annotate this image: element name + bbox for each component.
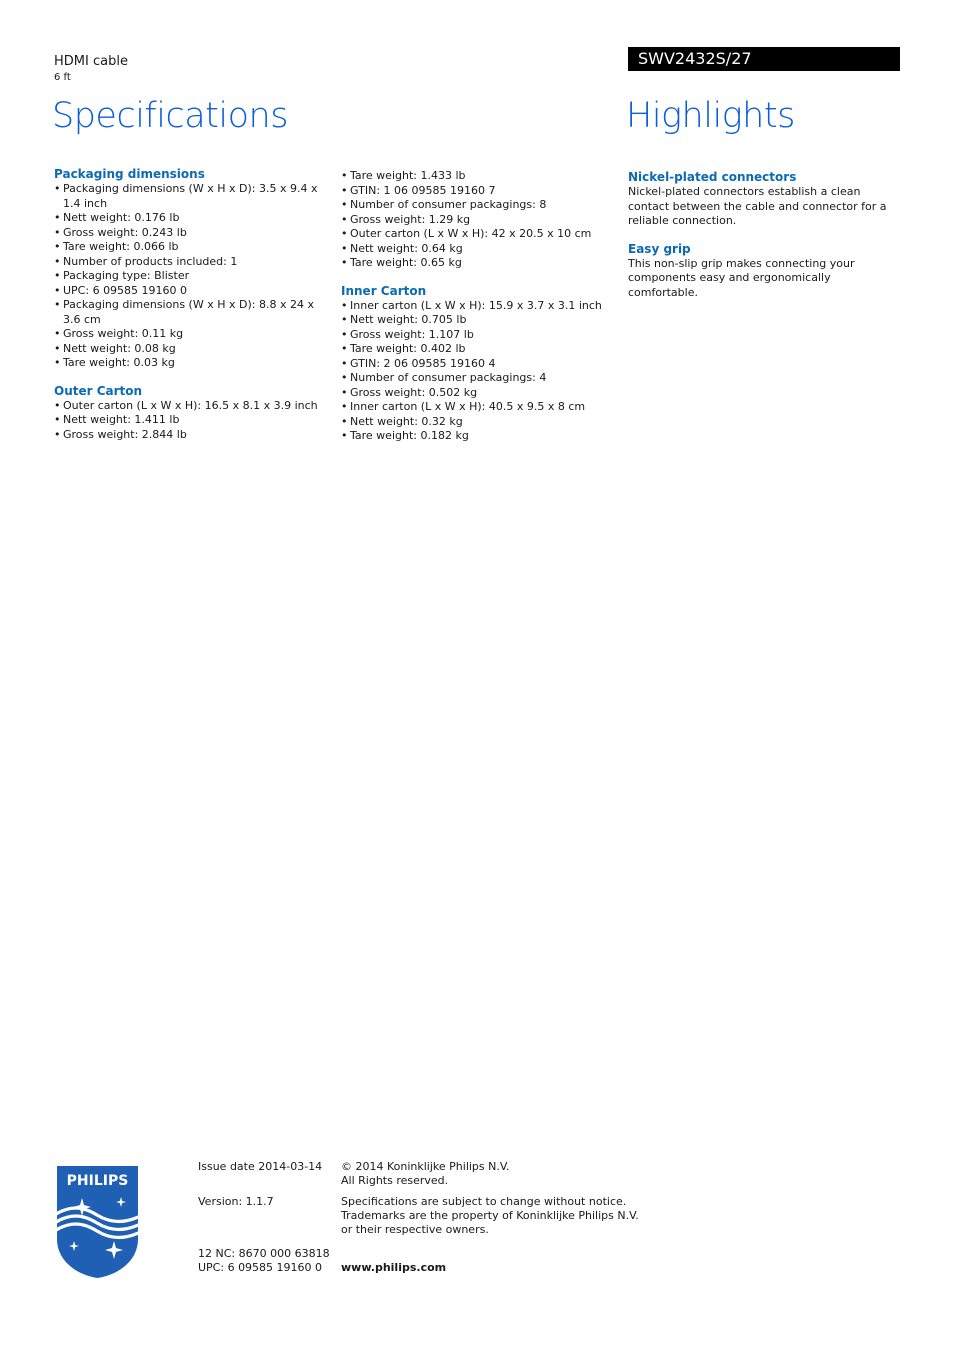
spec-column-2 bbox=[341, 169, 611, 444]
logo-wordmark: PHILIPS bbox=[66, 1173, 129, 1189]
notice-line-1: Specifications are subject to change without notice. bbox=[341, 1195, 627, 1208]
section-heading: Outer Carton bbox=[54, 383, 143, 398]
spec-item: • Outer carton (L x W x H): 42 x 20.5 x 10 cm bbox=[341, 227, 611, 242]
highlight-heading: Nickel-plated connectors bbox=[628, 170, 797, 184]
spec-item: • UPC: 6 09585 19160 0 bbox=[54, 284, 324, 299]
spec-item: • Tare weight: 0.402 lb bbox=[341, 342, 611, 357]
spec-item: • Packaging dimensions (W x H x D): 3.5 x 9.4 x 1.4 inch bbox=[54, 182, 324, 211]
spec-item: • Number of consumer packagings: 4 bbox=[341, 371, 611, 386]
spec-item: • Nett weight: 0.08 kg bbox=[54, 342, 324, 357]
spec-column-1 bbox=[54, 167, 324, 442]
highlight-easy-grip bbox=[628, 242, 900, 301]
spec-item: • Nett weight: 0.32 kg bbox=[341, 415, 611, 430]
spec-item: • Gross weight: 0.502 kg bbox=[341, 386, 611, 401]
website-link[interactable]: www.philips.com bbox=[341, 1261, 447, 1274]
spec-item: • Nett weight: 1.411 lb bbox=[54, 413, 324, 428]
section-heading: Packaging dimensions bbox=[54, 167, 205, 181]
spec-item: • Gross weight: 0.243 lb bbox=[54, 226, 324, 241]
spec-item: • GTIN: 1 06 09585 19160 7 bbox=[341, 184, 611, 199]
version: Version: 1.1.7 bbox=[198, 1195, 274, 1208]
spec-item: • Packaging type: Blister bbox=[54, 269, 324, 284]
spec-item: • Gross weight: 0.11 kg bbox=[54, 327, 324, 342]
rights-line: All Rights reserved. bbox=[341, 1174, 449, 1187]
product-variant: 6 ft bbox=[54, 72, 71, 83]
spec-list-outer-carton-continued bbox=[341, 169, 611, 271]
twelve-nc: 12 NC: 8670 000 63818 bbox=[198, 1247, 330, 1260]
spec-item: • Nett weight: 0.64 kg bbox=[341, 242, 611, 257]
spec-list bbox=[54, 399, 324, 443]
highlight-heading: Easy grip bbox=[628, 241, 691, 256]
spec-section-packaging bbox=[54, 167, 324, 371]
section-heading: Inner Carton bbox=[341, 283, 427, 298]
notice-line-2: Trademarks are the property of Koninklijke Philips N.V. bbox=[341, 1209, 639, 1222]
highlight-text: This non-slip grip makes connecting your components easy and ergonomically comfortable. bbox=[628, 256, 855, 299]
highlights-column bbox=[628, 170, 900, 300]
spec-list bbox=[54, 182, 324, 371]
spec-section-outer-carton bbox=[54, 384, 324, 443]
footer-upc: UPC: 6 09585 19160 0 bbox=[198, 1261, 323, 1274]
issue-date: Issue date 2014-03-14 bbox=[198, 1160, 323, 1173]
specifications-title: Specifications bbox=[52, 96, 288, 136]
spec-item: • Packaging dimensions (W x H x D): 8.8 x 24 x 3.6 cm bbox=[54, 298, 324, 327]
spec-item: • Gross weight: 1.29 kg bbox=[341, 213, 611, 228]
copyright-line: © 2014 Koninklijke Philips N.V. bbox=[341, 1160, 510, 1173]
philips-shield-logo bbox=[54, 1163, 141, 1279]
spec-item: • Number of consumer packagings: 8 bbox=[341, 198, 611, 213]
notice-line-3: or their respective owners. bbox=[341, 1223, 489, 1236]
spec-item: • Inner carton (L x W x H): 15.9 x 3.7 x 3.1 inch bbox=[341, 299, 611, 314]
spec-section-inner-carton bbox=[341, 284, 611, 444]
spec-item: • Tare weight: 0.65 kg bbox=[341, 256, 611, 271]
spec-item: • Inner carton (L x W x H): 40.5 x 9.5 x 8 cm bbox=[341, 400, 611, 415]
model-number-bar: SWV2432S/27 bbox=[628, 47, 900, 71]
spec-item: • Nett weight: 0.705 lb bbox=[341, 313, 611, 328]
spec-item: • Number of products included: 1 bbox=[54, 255, 324, 270]
product-name: HDMI cable bbox=[54, 54, 128, 69]
spec-item: • Outer carton (L x W x H): 16.5 x 8.1 x 3.9 inch bbox=[54, 399, 324, 414]
highlights-title: Highlights bbox=[626, 96, 795, 136]
spec-item: • Gross weight: 2.844 lb bbox=[54, 428, 324, 443]
spec-list bbox=[341, 299, 611, 444]
spec-item: • Tare weight: 0.182 kg bbox=[341, 429, 611, 444]
spec-item: • Tare weight: 1.433 lb bbox=[341, 169, 611, 184]
spec-item: • Gross weight: 1.107 lb bbox=[341, 328, 611, 343]
highlight-nickel-plated bbox=[628, 170, 900, 229]
spec-item: • GTIN: 2 06 09585 19160 4 bbox=[341, 357, 611, 372]
spec-item: • Nett weight: 0.176 lb bbox=[54, 211, 324, 226]
highlight-text: Nickel-plated connectors establish a clean contact between the cable and connector for a reliable connection. bbox=[628, 185, 887, 227]
spec-item: • Tare weight: 0.03 kg bbox=[54, 356, 324, 371]
spec-item: • Tare weight: 0.066 lb bbox=[54, 240, 324, 255]
